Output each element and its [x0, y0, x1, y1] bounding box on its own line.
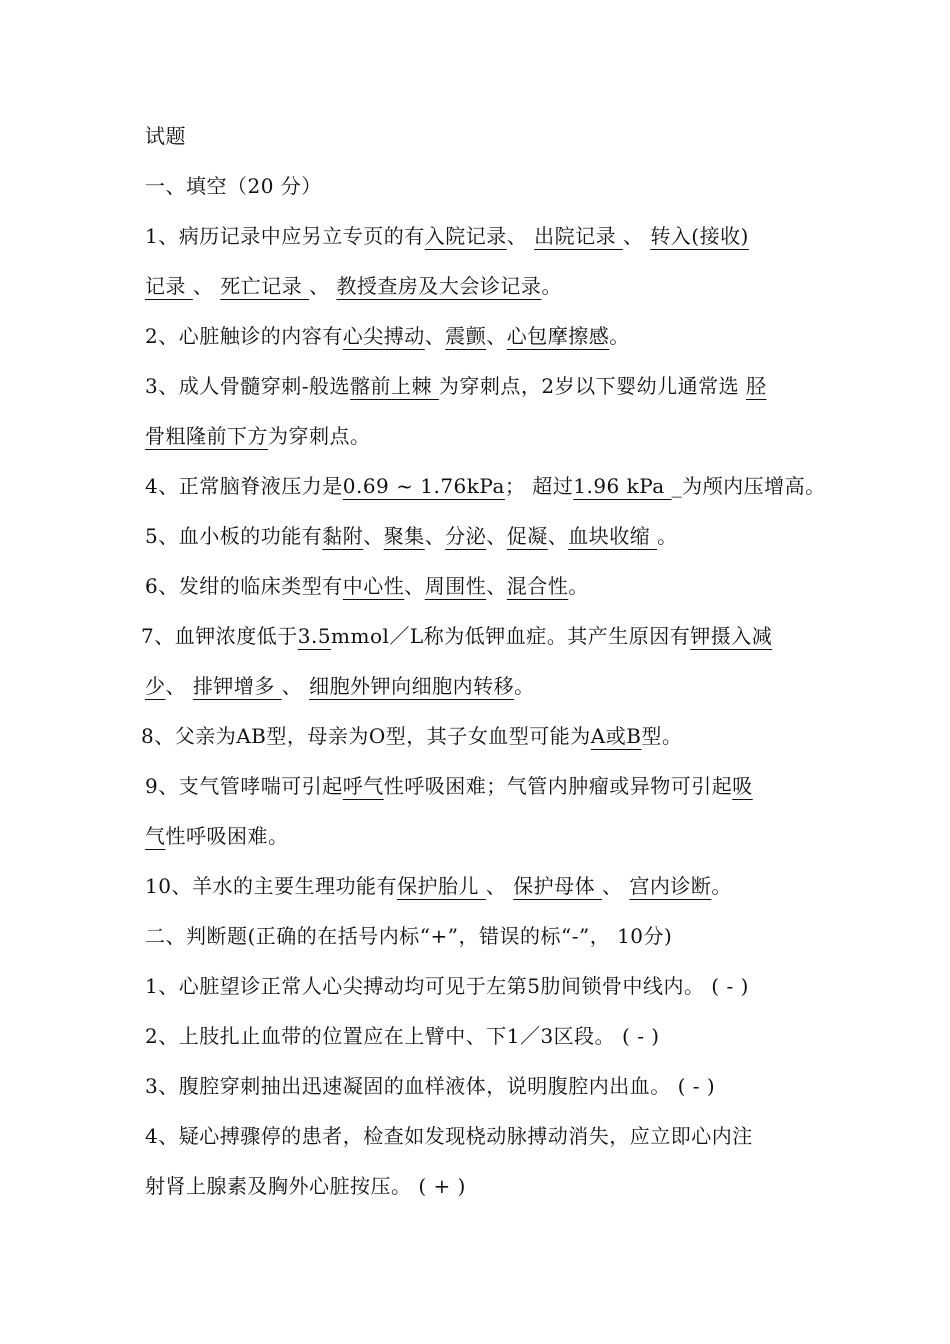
answer-blank: 混合性	[506, 574, 569, 598]
answer-blank: 聚集	[383, 524, 425, 548]
answer-blank: 周围性	[424, 574, 487, 598]
separator: 、	[547, 524, 569, 548]
question-8-text: 8、父亲为AB型，母亲为O型，其子女血型可能为	[141, 724, 591, 748]
answer-blank: 1.96 kPa	[573, 474, 672, 498]
answer-blank: 心尖搏动	[342, 324, 425, 348]
question-4-middle: ； 超过	[504, 474, 574, 498]
separator: 、	[363, 524, 384, 548]
question-6	[145, 572, 815, 600]
question-4-text: 4、正常脑脊液压力是	[145, 474, 343, 498]
separator: 、	[165, 674, 193, 698]
question-3-line-2	[145, 422, 815, 450]
separator: 、	[622, 224, 651, 248]
question-10-text: 10、羊水的主要生理功能有	[145, 874, 397, 898]
answer-blank: 教授查房及大会诊记录	[336, 274, 542, 298]
judgement-item-4-line-2: 射肾上腺素及胸外心脏按压。 ( + )	[145, 1174, 466, 1198]
punctuation: 。	[711, 874, 732, 898]
punctuation: 。	[657, 524, 678, 548]
answer-blank: 转入(接收)	[650, 224, 749, 248]
separator: 、	[485, 874, 514, 898]
answer-blank: 钾摄入减	[690, 624, 773, 648]
question-9-line-1	[145, 772, 815, 800]
question-9-end: 性呼吸困难。	[165, 824, 289, 848]
question-4	[145, 472, 826, 500]
answer-blank: 中心性	[342, 574, 405, 598]
question-4-end: _为颅内压增高。	[671, 474, 826, 498]
answer-blank: 3.5	[297, 624, 332, 648]
section1-heading: 一、填空（20 分）	[145, 174, 322, 198]
answer-blank: 骨粗隆前下方	[145, 424, 268, 448]
judgement-item-1: 1、心脏望诊正常人心尖搏动均可见于左第5肋间锁骨中线内。 ( - )	[145, 974, 749, 998]
answer-blank: A或B	[590, 724, 642, 748]
answer-blank: 气	[145, 824, 166, 848]
separator: 、	[486, 324, 507, 348]
question-2-text: 2、心脏触诊的内容有	[145, 324, 343, 348]
answer-blank: 吸	[732, 774, 753, 798]
question-1-line-2	[145, 272, 815, 300]
question-10	[145, 872, 815, 900]
answer-blank: 心包摩擦感	[506, 324, 610, 348]
question-8-end: 型。	[641, 724, 683, 748]
answer-blank: 出院记录	[534, 224, 623, 248]
question-3-text: 3、成人骨髓穿刺-般选	[145, 374, 350, 398]
separator: 、	[486, 574, 507, 598]
answer-blank: 排钾增多	[192, 674, 282, 698]
separator: 、	[506, 224, 535, 248]
answer-blank: 胫	[745, 374, 767, 398]
answer-blank: 记录	[145, 274, 193, 298]
judgement-item-2: 2、上肢扎止血带的位置应在上臂中、下1／3区段。 ( - )	[145, 1024, 660, 1048]
separator: 、	[424, 324, 446, 348]
answer-blank: 宫内诊断	[629, 874, 712, 898]
question-2	[145, 322, 815, 350]
question-7-middle: mmol／L称为低钾血症。其产生原因有	[331, 624, 691, 648]
answer-blank: 髂前上棘	[349, 374, 439, 398]
answer-blank: 震颤	[445, 324, 487, 348]
question-7-line-2	[145, 672, 815, 700]
question-9-line-2	[145, 822, 815, 850]
answer-blank: 促凝	[506, 524, 548, 548]
separator: 、	[281, 674, 310, 698]
question-1-text: 1、病历记录中应另立专页的有	[145, 224, 425, 248]
judgement-item-4-line-1: 4、疑心搏骤停的患者，检查如发现桡动脉搏动消失，应立即心内注	[145, 1124, 753, 1148]
question-9-middle: 性呼吸困难；气管内肿瘤或异物可引起	[383, 774, 733, 798]
punctuation: 。	[568, 574, 589, 598]
answer-blank: 入院记录	[424, 224, 507, 248]
answer-blank: 少	[145, 674, 166, 698]
question-5	[145, 522, 815, 550]
question-9-text: 9、支气管哮喘可引起	[145, 774, 343, 798]
question-7-line-1	[141, 622, 811, 650]
separator: 、	[404, 574, 425, 598]
answer-blank: 黏附	[322, 524, 364, 548]
answer-blank: 保护母体	[513, 874, 603, 898]
answer-blank: 血块收缩	[568, 524, 658, 548]
punctuation: 。	[541, 274, 562, 298]
question-6-text: 6、发绀的临床类型有	[145, 574, 343, 598]
question-3-middle: 为穿刺点，2岁以下婴幼儿通常选	[438, 374, 746, 398]
separator: 、	[424, 524, 446, 548]
separator: 、	[602, 874, 630, 898]
answer-blank: 分泌	[445, 524, 487, 548]
question-5-text: 5、血小板的功能有	[145, 524, 323, 548]
answer-blank: 细胞外钾向细胞内转移	[309, 674, 515, 698]
punctuation: 。	[514, 674, 535, 698]
separator: 、	[309, 274, 337, 298]
answer-blank: 死亡记录	[220, 274, 310, 298]
judgement-item-3: 3、腹腔穿刺抽出迅速凝固的血样液体，说明腹腔内出血。 ( - )	[145, 1074, 716, 1098]
punctuation: 。	[609, 324, 630, 348]
answer-blank: 呼气	[342, 774, 384, 798]
page-title: 试题	[145, 124, 186, 148]
separator: 、	[192, 274, 221, 298]
question-3-end: 为穿刺点。	[268, 424, 371, 448]
question-1-line-1	[145, 222, 815, 250]
question-3-line-1	[145, 372, 815, 400]
question-8	[141, 722, 811, 750]
separator: 、	[486, 524, 507, 548]
question-7-text: 7、血钾浓度低于	[141, 624, 298, 648]
section2-heading: 二、判断题(正确的在括号内标“+”，错误的标“-”， 10分)	[145, 924, 673, 948]
answer-blank: 保护胎儿	[396, 874, 486, 898]
answer-blank: 0.69 ~ 1.76kPa	[342, 474, 505, 498]
